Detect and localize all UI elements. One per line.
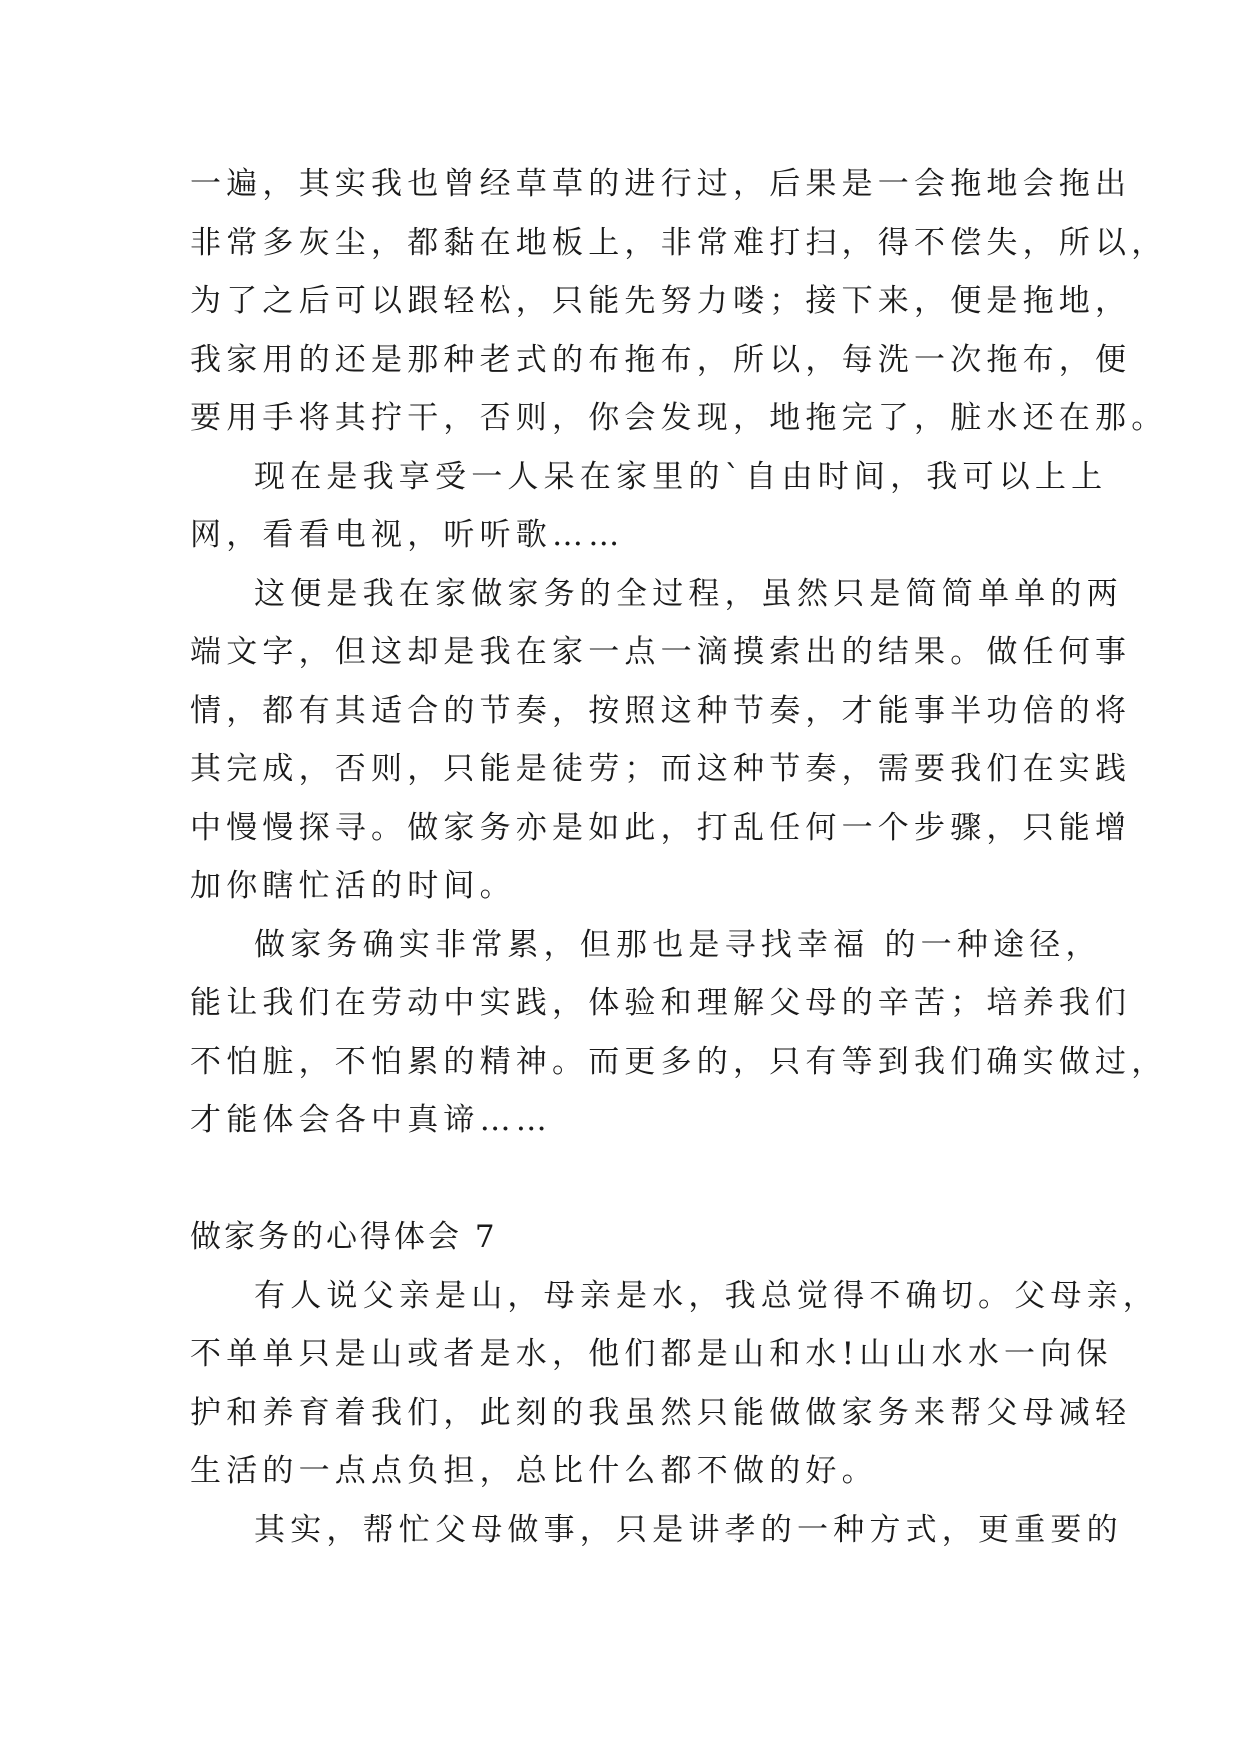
text-line: 做家务确实非常累，但那也是寻找幸福 的一种途径， (254, 926, 1102, 963)
text-line: 其实，帮忙父母做事，只是讲孝的一种方式，更重要的 (254, 1511, 1123, 1548)
text-line: 中慢慢探寻。做家务亦是如此，打乱任何一个步骤，只能增 (190, 809, 1132, 846)
text-line: 一遍，其实我也曾经草草的进行过，后果是一会拖地会拖出 (190, 166, 1132, 202)
text-line: 能让我们在劳动中实践，体验和理解父母的辛苦；培养我们 (190, 985, 1132, 1021)
text-line: 生活的一点点负担，总比什么都不做的好。 (190, 1453, 878, 1489)
text-line: 护和养育着我们，此刻的我虽然只能做做家务来帮父母减轻 (190, 1394, 1132, 1431)
text-line: 网，看看电视，听听歌…… (190, 517, 625, 553)
text-line: 不怕脏，不怕累的精神。而更多的，只有等到我们确实做过， (190, 1043, 1168, 1080)
text-line: 这便是我在家做家务的全过程，虽然只是简简单单的两 (254, 575, 1123, 612)
text-line: 才能体会各中真谛…… (190, 1102, 552, 1138)
text-line: 其完成，否则，只能是徒劳；而这种节奏，需要我们在实践 (190, 751, 1132, 787)
text-line: 为了之后可以跟轻松，只能先努力喽；接下来，便是拖地， (190, 283, 1132, 319)
text-line: 端文字，但这却是我在家一点一滴摸索出的结果。做任何事 (190, 634, 1132, 670)
text-line: 加你瞎忙活的时间。 (190, 868, 516, 904)
section-heading: 做家务的心得体会 7 (190, 1219, 498, 1255)
text-line: 不单单只是山或者是水，他们都是山和水!山山水水一向保 (190, 1336, 1113, 1372)
text-line: 现在是我享受一人呆在家里的`自由时间，我可以上上 (254, 458, 1108, 495)
text-line: 非常多灰尘，都黏在地板上，非常难打扫，得不偿失，所以， (190, 224, 1168, 261)
text-line: 情，都有其适合的节奏，按照这种节奏，才能事半功倍的将 (190, 692, 1132, 729)
text-line: 我家用的还是那种老式的布拖布，所以，每洗一次拖布，便 (190, 341, 1132, 378)
text-line: 有人说父亲是山，母亲是水，我总觉得不确切。父母亲， (254, 1277, 1159, 1314)
paragraph-gap (190, 1150, 1070, 1209)
document-body (190, 155, 1168, 1559)
text-line: 要用手将其拧干，否则，你会发现，地拖完了，脏水还在那。 (190, 400, 1168, 436)
